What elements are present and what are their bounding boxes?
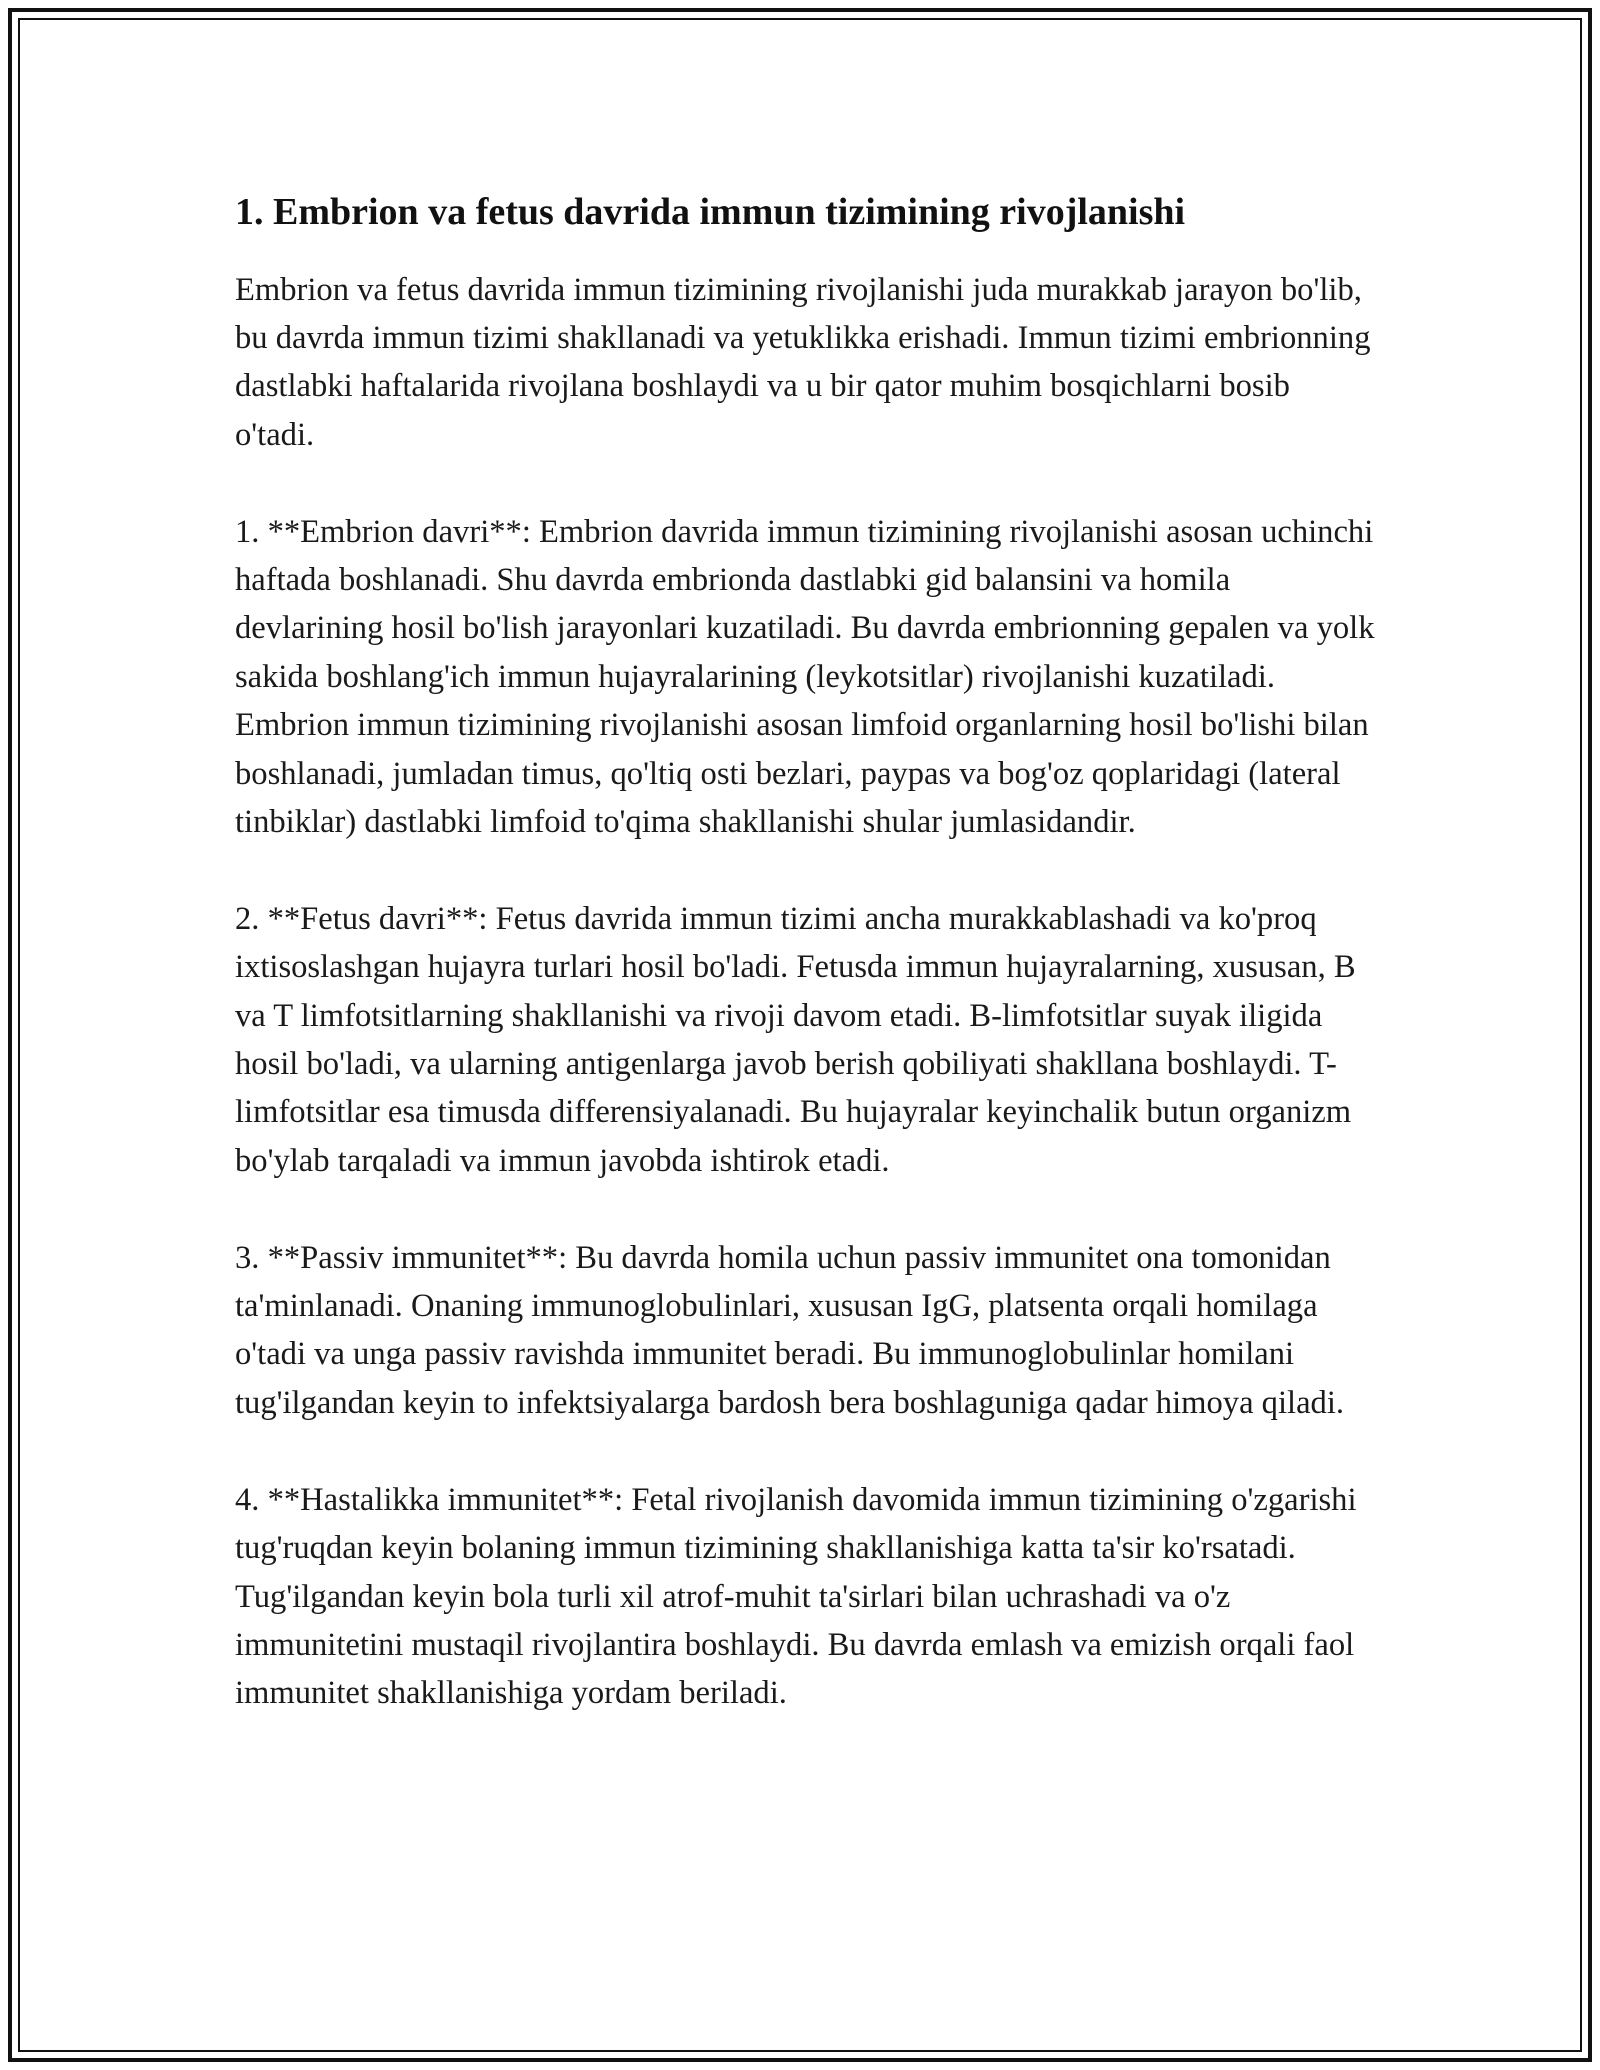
section-heading: 1. Embrion va fetus davrida immun tizimining rivojlanishi xyxy=(235,191,1186,233)
disease-immunity-paragraph: 4. **Hastalikka immunitet**: Fetal rivojlanish davomida immun tizimining o'zgarishi tug'ruqdan keyin bolaning immun tizimining shakllanishiga katta ta'sir ko'rsatadi. Tug'ilgandan keyin bola turli xil atrof-muhit ta'sirlari bilan uchrashadi va o'z immunitetini mustaqil rivojlantira boshlaydi. Bu davrda emlash va emizish orqali faol immunitet shakllanishiga yordam beriladi. xyxy=(235,1481,1357,1712)
embrion-period-paragraph: 1. **Embrion davri**: Embrion davrida immun tizimining rivojlanishi asosan uchinchi haftada boshlanadi. Shu davrda embrionda dastlabki gid balansini va homila devlarining hosil bo'lish jarayonlari kuzatiladi. Bu davrda embrionning gepalen va yolk sakida boshlang'ich immun hujayralarining (leykotsitlar) rivojlanishi kuzatiladi. Embrion immun tizimining rivojlanishi asosan limfoid organlarning hosil bo'lishi bilan boshlanadi, jumladan timus, qo'ltiq osti bezlari, paypas va bog'oz qoplaridagi (lateral tinbiklar) dastlabki limfoid to'qima shakllanishi shular jumlasidandir. xyxy=(235,513,1375,841)
passive-immunity-paragraph: 3. **Passiv immunitet**: Bu davrda homila uchun passiv immunitet ona tomonidan ta'minlanadi. Onaning immunoglobulinlari, xususan IgG, platsenta orqali homilaga o'tadi va unga passiv ravishda immunitet beradi. Bu immunoglobulinlar homilani tug'ilgandan keyin to infektsiyalarga bardosh bera boshlaguniga qadar himoya qiladi. xyxy=(235,1239,1345,1421)
intro-paragraph: Embrion va fetus davrida immun tizimining rivojlanishi juda murakkab jarayon bo'lib, bu davrda immun tizimi shakllanadi va yetuklikka erishadi. Immun tizimi embrionning dastlabki haftalarida rivojlana boshlaydi va u bir qator muhim bosqichlarni bosib o'tadi. xyxy=(235,271,1371,453)
document-body xyxy=(235,180,1375,1766)
fetus-period-paragraph: 2. **Fetus davri**: Fetus davrida immun tizimi ancha murakkablashadi va ko'proq ixtisoslashgan hujayra turlari hosil bo'ladi. Fetusda immun hujayralarning, xususan, B va T limfotsitlarning shakllanishi va rivoji davom etadi. B-limfotsitlar suyak iligida hosil bo'ladi, va ularning antigenlarga javob berish qobiliyati shakllana boshlaydi. T-limfotsitlar esa timusda differensiyalanadi. Bu hujayralar keyinchalik butun organizm bo'ylab tarqaladi va immun javobda ishtirok etadi. xyxy=(235,900,1356,1179)
